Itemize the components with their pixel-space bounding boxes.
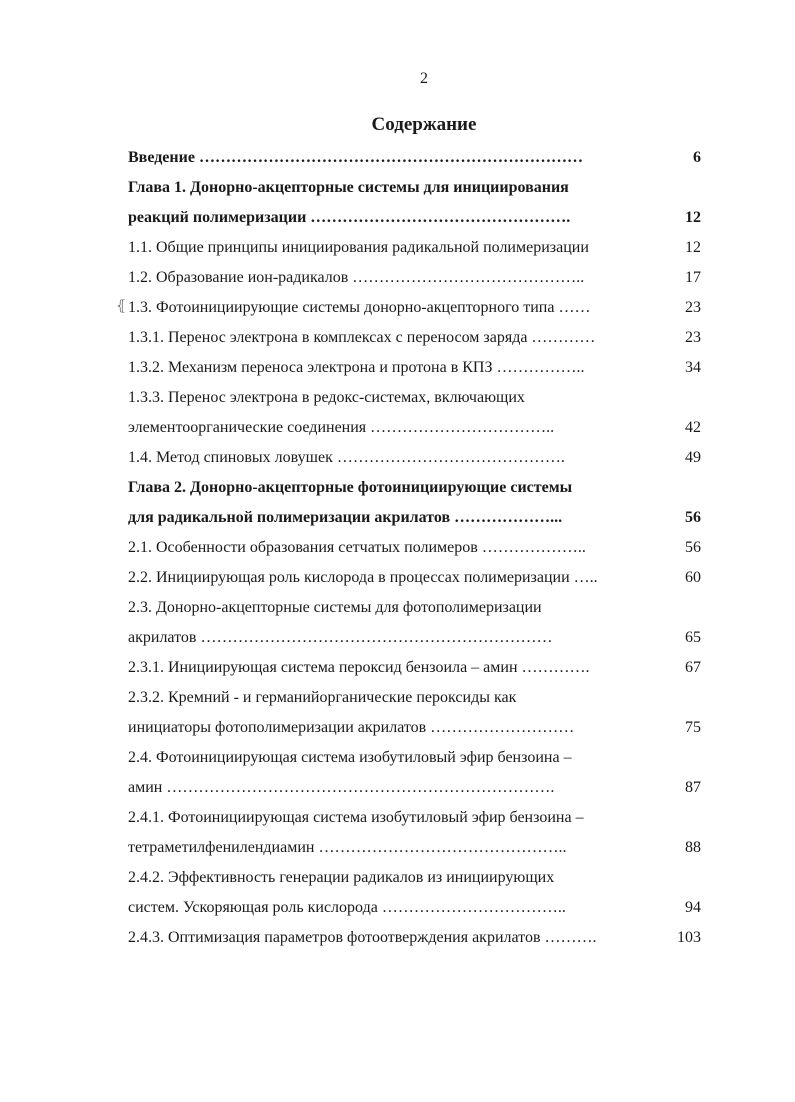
toc-entry-text: систем. Ускоряющая роль кислорода …………………………….. (128, 899, 566, 916)
toc-entry-text: 2.4.1. Фотоинициирующая система изобутиловый эфир бензоина – (128, 809, 584, 826)
toc-entry-page: 6 (693, 149, 701, 166)
toc-entry-text: 2.3. Донорно-акцепторные системы для фотополимеризации (128, 599, 542, 616)
toc-entry (128, 413, 708, 443)
toc-entry (128, 503, 708, 533)
toc-entry-page: 56 (685, 539, 701, 556)
toc-entry (128, 473, 708, 503)
toc-entry-text: реакций полимеризации …………………………………………. (128, 209, 571, 226)
toc-entry (128, 563, 708, 593)
toc-entry-page: 34 (685, 359, 701, 376)
toc-entry (128, 863, 708, 893)
toc-entry-page: 23 (685, 329, 701, 346)
toc-entry-text: 1.4. Метод спиновых ловушек ……………………………………. (128, 449, 565, 466)
toc-entry-text: 1.1. Общие принципы инициирования радикальной полимеризации (128, 239, 589, 256)
toc-entry-text: 1.2. Образование ион-радикалов …………………………………….. (128, 269, 585, 286)
toc-entry (128, 143, 708, 173)
toc-entry-page: 67 (685, 659, 701, 676)
toc-entry (128, 593, 708, 623)
toc-entry-text: 2.4.2. Эффективность генерации радикалов из инициирующих (128, 869, 555, 886)
page-title: Содержание (371, 114, 477, 135)
toc-entry-page: 94 (685, 899, 701, 916)
table-of-contents (128, 143, 708, 953)
toc-entry (128, 233, 708, 263)
toc-entry-page: 87 (685, 779, 701, 796)
toc-entry-text: 1.3. Фотоинициирующие системы донорно-акцепторного типа …… (128, 299, 591, 316)
toc-entry-page: 103 (677, 929, 701, 946)
toc-entry-page: 49 (685, 449, 701, 466)
toc-entry-text: 1.3.1. Перенос электрона в комплексах с переносом заряда ………… (128, 329, 596, 346)
toc-entry-text: 2.3.1. Инициирующая система пероксид бензоила – амин …………. (128, 659, 590, 676)
toc-entry-text: Введение ……………………………………………………………… (128, 149, 583, 166)
toc-entry (128, 683, 708, 713)
scan-artifact: ⦃ (116, 299, 127, 314)
toc-entry (128, 263, 708, 293)
toc-entry (128, 323, 708, 353)
toc-entry-text: Глава 2. Донорно-акцепторные фотоинициирующие системы (128, 479, 573, 496)
toc-entry-page: 42 (685, 419, 701, 436)
toc-entry-page: 23 (685, 299, 701, 316)
toc-entry-text: инициаторы фотополимеризации акрилатов ……………………… (128, 719, 575, 736)
toc-entry-page: 12 (685, 209, 701, 226)
toc-entry-text: 2.4.3. Оптимизация параметров фотоотверждения акрилатов ………. (128, 929, 597, 946)
toc-entry (128, 443, 708, 473)
toc-entry (128, 173, 708, 203)
toc-entry-text: Глава 1. Донорно-акцепторные системы для инициирования (128, 179, 569, 196)
toc-entry (128, 353, 708, 383)
toc-entry (128, 803, 708, 833)
toc-entry-page: 60 (685, 569, 701, 586)
toc-entry (128, 653, 708, 683)
toc-entry-text: 1.3.3. Перенос электрона в редокс-системах, включающих (128, 389, 525, 406)
toc-entry (128, 713, 708, 743)
toc-entry-page: 88 (685, 839, 701, 856)
toc-entry-text: 2.1. Особенности образования сетчатых полимеров ……………….. (128, 539, 586, 556)
page-number: 2 (420, 70, 428, 87)
toc-entry-text: 2.4. Фотоинициирующая система изобутиловый эфир бензоина – (128, 749, 572, 766)
toc-entry (128, 383, 708, 413)
toc-entry (128, 923, 708, 953)
toc-entry-page: 75 (685, 719, 701, 736)
toc-entry (128, 773, 708, 803)
toc-entry (128, 623, 708, 653)
toc-entry-page: 12 (685, 239, 701, 256)
toc-entry-text: 2.3.2. Кремний - и германийорганические пероксиды как (128, 689, 517, 706)
toc-entry-text: для радикальной полимеризации акрилатов ………………... (128, 509, 563, 526)
toc-entry (128, 893, 708, 923)
toc-entry-page: 56 (685, 509, 701, 526)
toc-entry-page: 17 (685, 269, 701, 286)
toc-entry (128, 203, 708, 233)
toc-entry (128, 743, 708, 773)
toc-entry-text: 1.3.2. Механизм переноса электрона и протона в КПЗ …………….. (128, 359, 585, 376)
toc-entry (128, 533, 708, 563)
toc-entry-text: тетраметилфенилендиамин ……………………………………….. (128, 839, 567, 856)
toc-entry (128, 833, 708, 863)
toc-entry-page: 65 (685, 629, 701, 646)
toc-entry-text: амин ………………………………………………………………. (128, 779, 555, 796)
toc-entry-text: акрилатов ………………………………………………………… (128, 629, 553, 646)
toc-entry (128, 293, 708, 323)
toc-entry-text: 2.2. Инициирующая роль кислорода в процессах полимеризации ….. (128, 569, 598, 586)
toc-entry-text: элементоорганические соединения …………………………….. (128, 419, 555, 436)
